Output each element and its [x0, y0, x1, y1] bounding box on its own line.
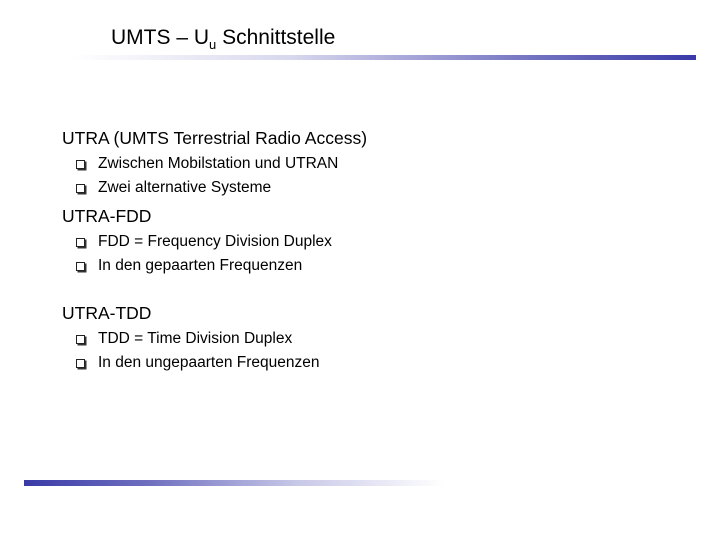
bullet-item [98, 327, 702, 351]
section-heading: UTRA-TDD [62, 303, 152, 323]
footer-bar [24, 480, 444, 486]
slide-title-subscript: u [209, 37, 217, 52]
bullet-text: TDD = Time Division Duplex [98, 330, 293, 347]
section-utra [62, 126, 702, 200]
square-bullet-icon [76, 335, 85, 344]
bullet-text: In den gepaarten Frequenzen [98, 257, 303, 274]
bullet-list [62, 327, 702, 375]
slide-title-rest: Schnittstelle [216, 26, 336, 49]
square-bullet-icon [76, 262, 85, 271]
section-heading: UTRA-FDD [62, 206, 152, 226]
bullet-text: In den ungepaarten Frequenzen [98, 354, 320, 371]
slide-title-main: UMTS – U [111, 26, 210, 49]
title-underline-bar [72, 55, 696, 60]
square-bullet-icon [76, 359, 85, 368]
bullet-list [62, 152, 702, 200]
bullet-item [98, 351, 702, 375]
bullet-text: Zwei alternative Systeme [98, 179, 272, 196]
bullet-item [98, 230, 702, 254]
slide-content [62, 126, 702, 375]
bullet-item [98, 152, 702, 176]
square-bullet-icon [76, 184, 85, 193]
section-utra-tdd [62, 301, 702, 375]
bullet-item [98, 176, 702, 200]
bullet-list [62, 230, 702, 278]
bullet-text: FDD = Frequency Division Duplex [98, 233, 332, 250]
section-heading: UTRA (UMTS Terrestrial Radio Access) [62, 128, 368, 148]
section-utra-fdd [62, 204, 702, 278]
bullet-text: Zwischen Mobilstation und UTRAN [98, 155, 339, 172]
slide-title [111, 25, 335, 53]
square-bullet-icon [76, 238, 85, 247]
square-bullet-icon [76, 160, 85, 169]
bullet-item [98, 254, 702, 278]
